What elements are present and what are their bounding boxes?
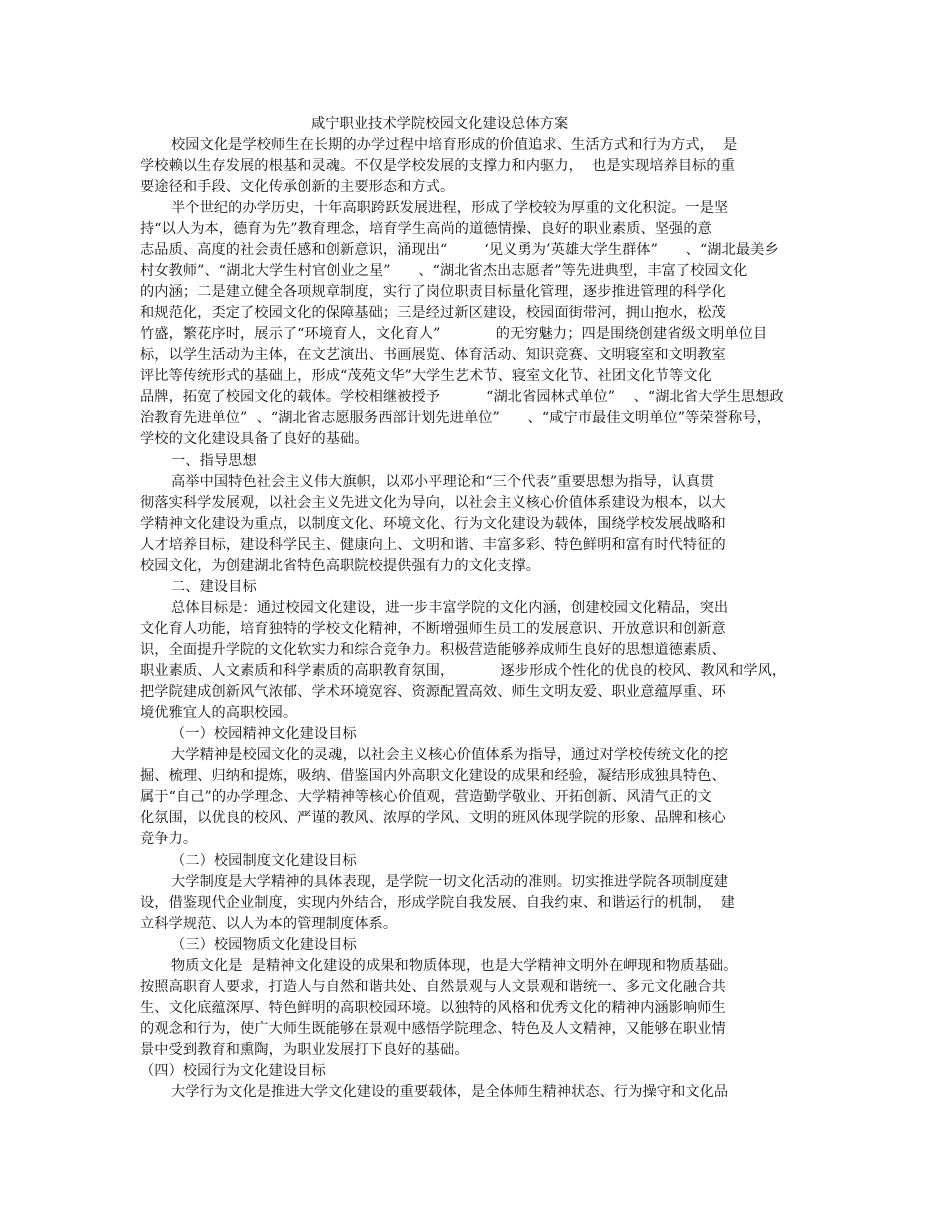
paragraph-line: 的观念和行为，使广大师生既能够在景观中感悟学院理念、特色及人文精神，又能够在职业情 <box>140 1021 726 1037</box>
paragraph-line: 文化育人功能，培育独特的学校文化精神，不断增强师生员工的发展意识、开放意识和创新意 <box>140 621 726 637</box>
paragraph-line: 景中受到教育和熏陶，为职业发展打下良好的基础。 <box>140 1042 469 1058</box>
paragraph-line: 半个世纪的办学历史，十年高职跨跃发展进程，形成了学校较为厚重的文化积淀。一是坚 <box>171 200 729 216</box>
document-title: 咸宁职业技术学院校园文化建设总体方案 <box>311 116 569 132</box>
paragraph-line: 境优雅宜人的高职校园。 <box>140 705 298 721</box>
paragraph-line: 学校的文化建设具备了良好的基础。 <box>140 431 369 447</box>
paragraph-line: 标，以学生活动为主体，在文艺演出、书画展览、体育活动、知识竞赛、文明寝室和文明教室 <box>140 347 726 363</box>
paragraph-line: 评比等传统形式的基础上，形成“茂苑文华”大学生艺术节、寝室文化节、社团文化节等文化 <box>140 368 712 384</box>
paragraph-line: 高举中国特色社会主义伟大旗帜，以邓小平理论和“三个代表”重要思想为指导，认真贯 <box>171 474 715 490</box>
paragraph-line: 学精神文化建设为重点，以制度文化、环境文化、行为文化建设为载体，围绕学校发展战略和 <box>140 516 726 532</box>
paragraph-line: 的内涵；二是建立健全各项规章制度，实行了岗位职责目标量化管理，逐步推进管理的科学化 <box>140 284 726 300</box>
section-heading: 一、指导思想 <box>171 453 257 469</box>
paragraph-line: 彻落实科学发展观，以社会主义先进文化为导向，以社会主义核心价值体系建设为根本，以大 <box>140 495 726 511</box>
paragraph-line: 识，全面提升学院的文化软实力和综合竞争力。积极营造能够养成师生良好的思想道德素质、 <box>140 642 726 658</box>
subsection-heading: 大学行为文化是推进大学文化建设的重要载体，是全体师生精神状态、行为操守和文化品 <box>171 1084 729 1100</box>
paragraph-line: 总体目标是：通过校园文化建设，进一步丰富学院的文化内涵，创建校园文化精品，突出 <box>171 600 729 616</box>
paragraph-line: 掘、梳理、归纳和提炼，吸纳、借鉴国内外高职文化建设的成果和经验，凝结形成独具特色、 <box>140 768 726 784</box>
paragraph-line: 治教育先进单位” 、“湖北省志愿服务西部计划先进单位” 、“咸宁市最佳文明单位”等荣誉称号， <box>140 410 771 426</box>
paragraph-line: 品牌，拓宽了校园文化的载体。学校相继被授予 “湖北省园林式单位” 、“湖北省大学生思想政 <box>140 389 784 405</box>
paragraph-line: （四）校园行为文化建设目标 <box>140 1063 326 1079</box>
subsection-heading: （二）校园制度文化建设目标 <box>171 853 357 869</box>
paragraph-line: 属于“自己”的办学理念、大学精神等核心价值观，营造勤学敬业、开拓创新、风清气正的文 <box>140 789 712 805</box>
paragraph-line: 把学院建成创新风气浓郁、学术环境宽容、资源配置高效、师生文明友爱、职业意蕴厚重、环 <box>140 684 726 700</box>
section-heading: 二、建设目标 <box>171 579 257 595</box>
paragraph-line: 物质文化是 是精神文化建设的成果和物质体现，也是大学精神文明外在岬现和物质基础。 <box>171 958 738 974</box>
paragraph-line: 人才培养目标，建设科学民主、健康向上、文明和谐、丰富多彩、特色鲜明和富有时代特征的 <box>140 537 726 553</box>
paragraph-line: 竹盛，繁花序时，展示了“环境育人，文化育人” 的无穷魅力；四是围绕创建省级文明单位目 <box>140 326 768 342</box>
paragraph-line: 村女教师”、“湖北大学生村官创业之星” 、“湖北省杰出志愿者”等先进典型，丰富了校园文化 <box>140 263 748 279</box>
paragraph-line: 和规范化，奀定了校园文化的保障基础；三是经过新区建设，校园面街带河，拥山抱水，松茂 <box>140 305 726 321</box>
paragraph-line: 生、文化底蕴深厚、特色鲜明的高职校园环境。以独特的风格和优秀文化的精神内涵影响师生 <box>140 1000 726 1016</box>
paragraph-line: 职业素质、人文素质和科学素质的高职教育氛围， 逐步形成个性化的优良的校风、教风和学风， <box>140 663 787 679</box>
paragraph-line: 校园文化是学校师生在长期的办学过程中培育形成的价值追求、生活方式和行为方式， 是 <box>171 137 738 153</box>
paragraph-line: 立科学规范、以人为本的管理制度体系。 <box>140 916 398 932</box>
paragraph-line: 化氛围，以优良的校风、严谨的教风、浓厚的学风、文明的班风体现学院的形象、品牌和核心 <box>140 810 726 826</box>
paragraph-line: 竞争力。 <box>140 831 198 847</box>
subsection-heading: （三）校园物质文化建设目标 <box>171 937 357 953</box>
paragraph-line: 设，借鉴现代企业制度，实现内外结合，形成学院自我发展、自我约束、和谐运行的机制， 建 <box>140 895 736 911</box>
paragraph-line: 按照高职育人要求，打造人与自然和谐共处、自然景观与人文景观和谐统一、多元文化融合共 <box>140 979 726 995</box>
paragraph-line: 学校赖以生存发展的根基和灵魂。不仅是学校发展的支撑力和内驱力， 也是实现培养目标的重 <box>140 158 736 174</box>
subsection-heading: （一）校园精神文化建设目标 <box>171 726 357 742</box>
paragraph-line: 校园文化，为创建湖北省特色高职院校提供强有力的文化支撑。 <box>140 558 541 574</box>
paragraph-line: 持“以人为本，德育为先”教育理念，培育学生高尚的道德情操、良好的职业素质、坚强的意 <box>140 221 712 237</box>
paragraph-line: 志品质、高度的社会责任感和创新意识，涌现出“ ‘见义勇为’英雄大学生群体” 、“湖北最美乡 <box>140 242 779 258</box>
paragraph-line: 大学精神是校园文化的灵魂，以社会主义核心价值体系为指导，通过对学校传统文化的挖 <box>171 747 729 763</box>
paragraph-line: 大学制度是大学精神的具体表现，是学院一切文化活动的准则。切实推进学院各项制度建 <box>171 874 729 890</box>
paragraph-line: 要途径和手段、文化传承创新的主要形态和方式。 <box>140 179 455 195</box>
